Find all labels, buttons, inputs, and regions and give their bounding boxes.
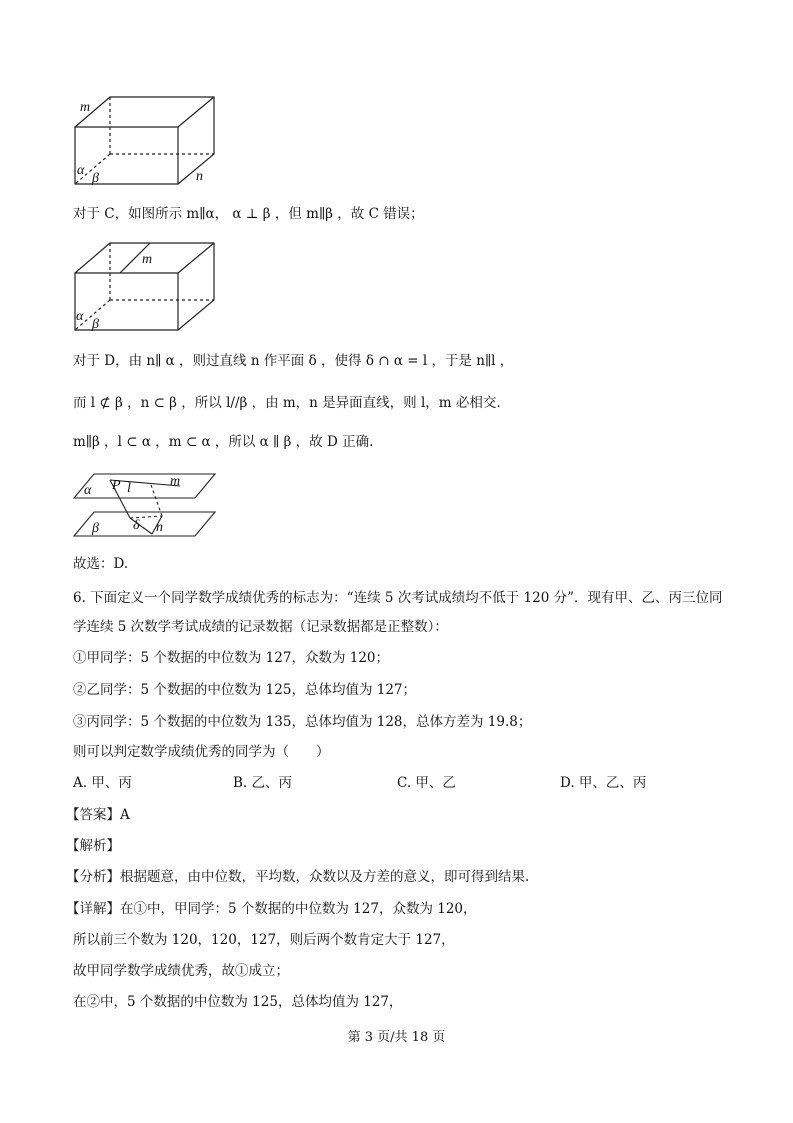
option-b: B. 乙、丙 xyxy=(233,775,293,791)
choice-text: 故选：D. xyxy=(73,556,129,572)
case-d-line-3: m∥β ，l ⊂ α ，m ⊂ α ，所以 α ∥ β ，故 D 正确. xyxy=(73,434,374,450)
label-beta: β xyxy=(92,521,99,536)
detail-line-3: 故甲同学数学成绩优秀，故①成立； xyxy=(73,963,289,979)
case-d-line-2: 而 l ⊄ β ，n ⊂ β ，所以 l//β ，由 m，n 是异面直线，则 l，m 必相交. xyxy=(73,395,501,411)
detail-line-4: 在②中，5 个数据的中位数为 125，总体均值为 127， xyxy=(73,994,403,1010)
label-l: l xyxy=(127,481,131,496)
analysis-heading: 【解析】 xyxy=(66,838,120,854)
q6-question: 则可以判定数学成绩优秀的同学为（ ） xyxy=(73,744,330,760)
page-footer: 第 3 页/共 18 页 xyxy=(347,1030,446,1045)
label-m: m xyxy=(142,252,153,267)
q6-item-3: ③丙同学：5 个数据的中位数为 135，总体均值为 128，总体方差为 19.8； xyxy=(73,714,532,730)
label-alpha: α xyxy=(77,163,85,178)
case-c-text: 对于 C，如图所示 m∥α， α ⊥ β ，但 m∥β ，故 C 错误； xyxy=(73,206,424,222)
label-beta: β xyxy=(92,317,99,332)
label-alpha: α xyxy=(84,483,92,498)
figure-planes xyxy=(70,468,220,547)
figure-box-2 xyxy=(70,238,230,342)
figure-box-1 xyxy=(70,92,230,196)
detail-line-2: 所以前三个数为 120，120，127，则后两个数肯定大于 127， xyxy=(73,932,455,948)
q6-item-2: ②乙同学：5 个数据的中位数为 125，总体均值为 127； xyxy=(73,682,416,698)
label-beta: β xyxy=(92,171,99,186)
label-delta: δ xyxy=(133,518,140,533)
label-m: m xyxy=(170,474,181,489)
detail-line-1: 【详解】在①中，甲同学：5 个数据的中位数为 127，众数为 120， xyxy=(66,901,477,917)
label-alpha: α xyxy=(76,309,84,324)
case-d-line-1: 对于 D，由 n∥ α ，则过直线 n 作平面 δ ，使得 δ ∩ α = l ，于是 n∥l ， xyxy=(73,353,514,369)
analysis-text: 【分析】根据题意，由中位数，平均数，众数以及方差的意义，即可得到结果. xyxy=(66,869,530,885)
option-a: A. 甲、丙 xyxy=(73,775,132,791)
option-c: C. 甲、乙 xyxy=(397,775,456,791)
label-n: n xyxy=(156,520,163,535)
label-n: n xyxy=(196,169,203,184)
option-d: D. 甲、乙、丙 xyxy=(560,775,647,791)
q6-stem-2: 学连续 5 次数学考试成绩的记录数据（记录数据都是正整数）： xyxy=(73,619,448,635)
label-P: P xyxy=(112,478,121,493)
answer-label: 【答案】A xyxy=(66,807,130,823)
q6-item-1: ①甲同学：5 个数据的中位数为 127，众数为 120； xyxy=(73,650,389,666)
label-m: m xyxy=(80,100,91,115)
q6-stem-1: 6. 下面定义一个同学数学成绩优秀的标志为：“连续 5 次考试成绩均不低于 120 分”．现有甲、乙、丙三位同 xyxy=(73,590,723,606)
